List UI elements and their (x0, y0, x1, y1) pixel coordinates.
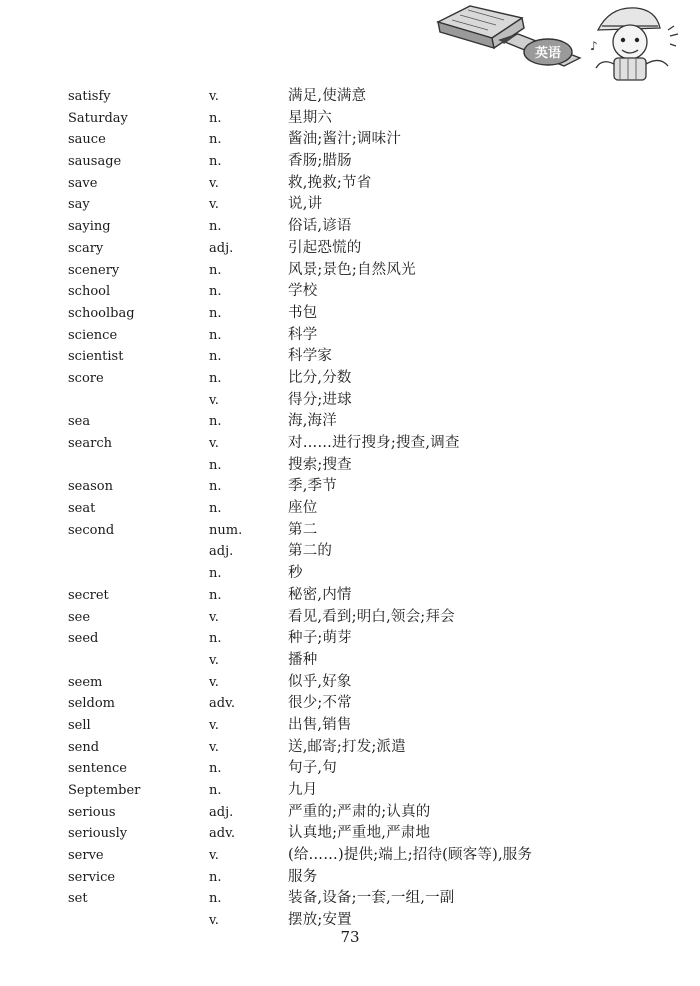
entry-word: sausage (68, 154, 122, 170)
vocab-entry (68, 541, 668, 563)
entry-word: Saturday (68, 110, 128, 126)
vocab-entry (68, 194, 668, 216)
entry-definition: (给……)提供;端上;招待(顾客等),服务 (288, 847, 533, 864)
entry-definition: 第二的 (288, 543, 333, 560)
entry-part-of-speech: n. (209, 370, 222, 386)
vocab-entry (68, 129, 668, 151)
entry-definition: 得分;进球 (288, 391, 352, 408)
vocab-entry (68, 281, 668, 303)
entry-part-of-speech: v. (209, 609, 219, 625)
entry-word: seldom (68, 696, 115, 712)
entry-word: send (68, 739, 100, 755)
entry-word: sea (68, 414, 91, 430)
entry-definition: 对……进行搜身;搜查,调查 (288, 435, 460, 451)
entry-part-of-speech: n. (209, 761, 222, 777)
entry-definition: 救,挽救;节省 (288, 174, 372, 191)
entry-definition: 俗话,谚语 (288, 218, 352, 235)
vocab-entry (68, 498, 668, 520)
vocab-entry (68, 715, 668, 737)
entry-part-of-speech: v. (209, 652, 219, 668)
entry-part-of-speech: v. (209, 717, 219, 733)
entry-definition: 比分,分数 (288, 369, 352, 386)
entry-word: service (68, 869, 116, 885)
entry-definition: 出售,销售 (288, 716, 352, 733)
entry-part-of-speech: v. (209, 197, 219, 213)
vocab-entry (68, 390, 668, 412)
entry-part-of-speech: n. (209, 284, 222, 300)
vocab-entry (68, 325, 668, 347)
entry-part-of-speech: n. (209, 110, 222, 126)
entry-word: see (68, 609, 91, 625)
entry-part-of-speech: adv. (209, 826, 236, 842)
entry-definition: 种子;萌芽 (288, 630, 352, 647)
entry-part-of-speech: v. (209, 674, 219, 690)
entry-definition: 满足,使满意 (288, 88, 367, 104)
entry-definition: 看见,看到;明白,领会;拜会 (288, 608, 455, 625)
vocab-entry (68, 303, 668, 325)
entry-word: serious (68, 804, 116, 820)
entry-part-of-speech: n. (209, 132, 222, 148)
entry-word: score (68, 370, 104, 386)
entry-word: say (68, 197, 90, 213)
entry-definition: 第二 (288, 521, 318, 538)
vocab-entry (68, 737, 668, 759)
vocab-entry (68, 108, 668, 130)
subject-badge-label: 英语 (534, 46, 562, 61)
entry-definition: 送,邮寄;打发;派遣 (288, 738, 406, 755)
entry-definition: 说,讲 (288, 196, 323, 213)
vocab-entry (68, 650, 668, 672)
vocab-entry (68, 585, 668, 607)
vocab-entry (68, 607, 668, 629)
vocab-entry (68, 823, 668, 845)
entry-word: sentence (68, 761, 128, 777)
entry-word: seed (68, 631, 99, 647)
entry-definition: 科学 (288, 326, 318, 343)
entry-word: science (68, 327, 118, 343)
vocab-entry (68, 476, 668, 498)
entry-word: sell (68, 717, 91, 733)
entry-word: school (68, 284, 111, 300)
entry-part-of-speech: n. (209, 457, 222, 473)
entry-word: save (68, 175, 98, 191)
entry-part-of-speech: num. (209, 522, 243, 538)
entry-part-of-speech: n. (209, 566, 222, 582)
entry-word: scary (68, 240, 104, 256)
entry-part-of-speech: v. (209, 848, 219, 864)
vocab-entry (68, 238, 668, 260)
entry-definition: 科学家 (288, 348, 333, 365)
entry-word: second (68, 522, 115, 538)
entry-definition: 搜索;搜查 (288, 456, 352, 473)
entry-definition: 秒 (288, 565, 303, 582)
vocab-entry (68, 520, 668, 542)
entry-word: seriously (68, 826, 128, 842)
entry-part-of-speech: adv. (209, 696, 236, 712)
entry-part-of-speech: adj. (209, 544, 234, 560)
entry-part-of-speech: v. (209, 739, 219, 755)
vocab-entry (68, 346, 668, 368)
entry-word: season (68, 479, 113, 495)
entry-word: seat (68, 501, 96, 517)
entry-word: scientist (68, 349, 124, 365)
entry-word: satisfy (68, 89, 111, 104)
entry-word: saying (68, 219, 111, 235)
entry-definition: 引起恐慌的 (288, 239, 362, 256)
entry-definition: 句子,句 (288, 760, 337, 777)
entry-part-of-speech: n. (209, 891, 222, 907)
vocab-entry (68, 86, 668, 108)
entry-definition: 服务 (288, 868, 318, 885)
vocab-entry (68, 845, 668, 867)
entry-definition: 季,季节 (288, 478, 337, 495)
vocab-entry (68, 780, 668, 802)
entry-definition: 九月 (288, 782, 318, 798)
entry-definition: 风景;景色;自然风光 (288, 261, 416, 278)
vocab-entry (68, 563, 668, 585)
entry-definition: 摆放;安置 (288, 912, 352, 929)
entry-part-of-speech: n. (209, 631, 222, 647)
entry-part-of-speech: n. (209, 349, 222, 365)
entry-definition: 海,海洋 (288, 413, 337, 430)
vocab-entry (68, 888, 668, 910)
entry-word: scenery (68, 262, 120, 278)
entry-part-of-speech: n. (209, 479, 222, 495)
entry-definition: 座位 (288, 500, 318, 517)
entry-definition: 秘密,内情 (288, 586, 352, 603)
vocab-entry (68, 693, 668, 715)
entry-part-of-speech: v. (209, 436, 219, 451)
entry-definition: 很少;不常 (288, 695, 352, 712)
entry-word: September (68, 783, 141, 798)
vocab-entry (68, 411, 668, 433)
entry-word: schoolbag (68, 305, 135, 321)
entry-part-of-speech: n. (209, 154, 222, 170)
vocab-entry (68, 867, 668, 889)
vocab-entry (68, 455, 668, 477)
entry-word: seem (68, 674, 103, 690)
entry-part-of-speech: n. (209, 414, 222, 430)
entry-definition: 书包 (288, 304, 318, 321)
entry-part-of-speech: v. (209, 392, 219, 408)
vocab-entry (68, 628, 668, 650)
entry-definition: 播种 (288, 651, 318, 668)
entry-part-of-speech: n. (209, 587, 222, 603)
entry-part-of-speech: n. (209, 783, 222, 798)
vocab-entry (68, 151, 668, 173)
entry-definition: 星期六 (288, 109, 333, 126)
entry-part-of-speech: n. (209, 219, 222, 235)
entry-definition: 认真地;严重地,严肃地 (288, 825, 431, 842)
page-number: 73 (340, 928, 360, 946)
header-illustration (430, 0, 700, 86)
vocab-entry (68, 173, 668, 195)
entry-part-of-speech: n. (209, 501, 222, 517)
entry-part-of-speech: v. (209, 175, 219, 191)
entry-word: sauce (68, 132, 106, 148)
entry-definition: 装备,设备;一套,一组,一副 (288, 890, 455, 907)
vocab-entry (68, 802, 668, 824)
vocab-entry (68, 368, 668, 390)
vocab-entry (68, 758, 668, 780)
entry-definition: 酱油;酱汁;调味汁 (288, 131, 402, 148)
entry-part-of-speech: n. (209, 869, 222, 885)
entry-part-of-speech: n. (209, 262, 222, 278)
entry-definition: 学校 (288, 283, 318, 300)
entry-part-of-speech: v. (209, 89, 219, 104)
cartoon-kid-icon (590, 8, 678, 80)
vocab-entry (68, 216, 668, 238)
entry-part-of-speech: adj. (209, 240, 234, 256)
entry-part-of-speech: n. (209, 327, 222, 343)
entry-word: search (68, 436, 112, 451)
entry-part-of-speech: adj. (209, 804, 234, 820)
vocabulary-list (68, 86, 668, 932)
entry-word: serve (68, 848, 104, 864)
entry-word: secret (68, 587, 109, 603)
entry-definition: 似乎,好象 (288, 673, 352, 690)
vocab-entry (68, 260, 668, 282)
vocab-entry (68, 433, 668, 455)
svg-text:♪: ♪ (590, 39, 598, 53)
entry-part-of-speech: v. (209, 913, 219, 929)
vocab-entry (68, 672, 668, 694)
entry-part-of-speech: n. (209, 305, 222, 321)
entry-word: set (68, 891, 88, 907)
entry-definition: 严重的;严肃的;认真的 (288, 803, 431, 820)
entry-definition: 香肠;腊肠 (288, 153, 352, 170)
